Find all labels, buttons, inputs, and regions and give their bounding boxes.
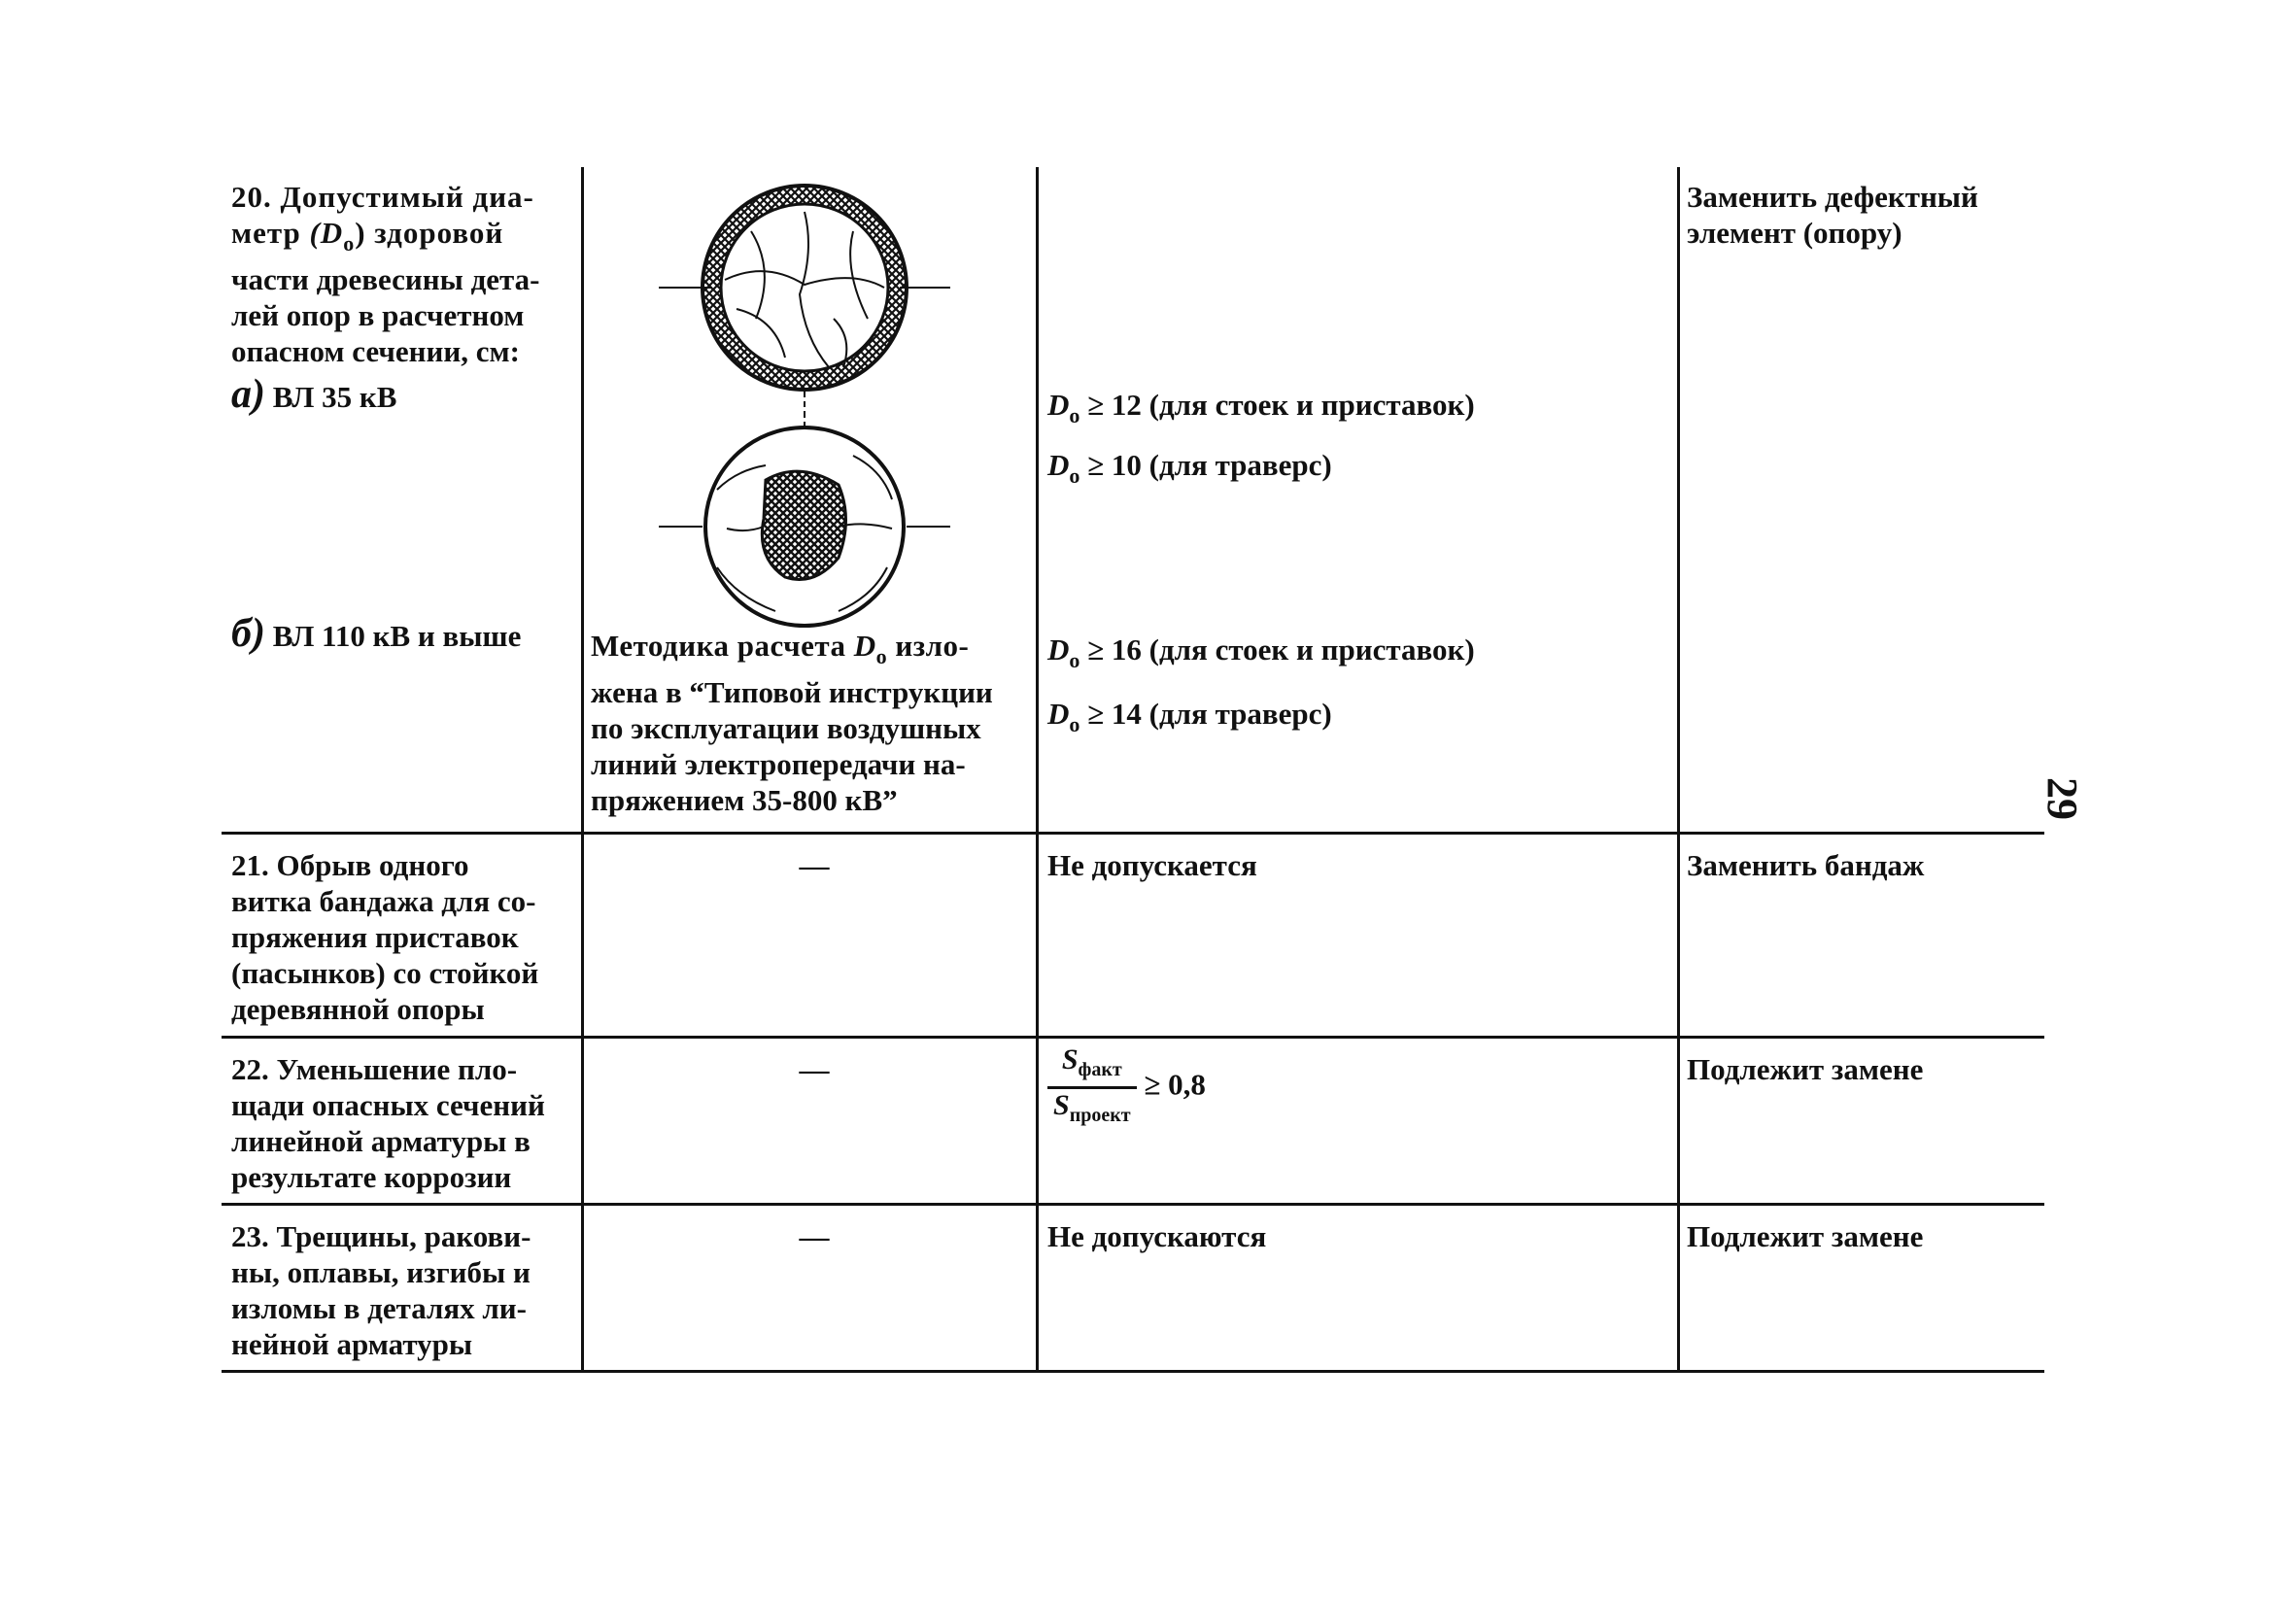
- row-22-action: Подлежит замене: [1687, 1052, 1924, 1086]
- row-20-norm-2: $D_o \ge 10$ (для траверс): [1047, 448, 1332, 488]
- row-22-method: —: [799, 1052, 830, 1086]
- column-divider: [1677, 167, 1680, 1372]
- row-20-norm-3: $D_o \ge 16$ (для стоек и приставок): [1047, 632, 1475, 672]
- row-21-method: —: [799, 848, 830, 882]
- row-20-line-rest: части древесины дета- лей опор в расчетном опасном сечении, см:: [231, 262, 540, 368]
- row-20-line2: метр $(D_o)$ здоровой: [231, 216, 504, 256]
- row-23-method: —: [799, 1219, 830, 1253]
- row-21-action: Заменить бандаж: [1687, 848, 1925, 882]
- row-20-sub-a: а) ВЛ 35 кВ: [231, 372, 397, 417]
- row-divider: [222, 1370, 2044, 1373]
- row-22-description: 22. Уменьшение пло- щади опасных сечений линейной арматуры в результате коррозии: [231, 1052, 545, 1194]
- row-22-norm: [1047, 1043, 1679, 1132]
- row-23-action: Подлежит замене: [1687, 1219, 1924, 1253]
- row-21-description: 21. Обрыв одного витка бандажа для со- пряжения приставок (пасынков) со стойкой деревянной опоры: [231, 848, 539, 1026]
- cross-section-diagram-top: [659, 173, 950, 416]
- cross-section-diagram-bottom: [659, 412, 950, 645]
- row-divider: [222, 1203, 2044, 1206]
- row-20-method: [591, 628, 1032, 818]
- column-divider: [581, 167, 584, 1372]
- area-ratio-fraction: [1047, 1043, 1137, 1132]
- row-20-description: [231, 179, 581, 369]
- fraction-numerator: $S_{факт}$: [1047, 1043, 1137, 1089]
- row-20-line1: 20. Допустимый диа-: [231, 180, 534, 214]
- row-20-method-line1: Методика расчета $D_o$ изло-: [591, 629, 970, 668]
- row-20-action: Заменить дефектный элемент (опору): [1687, 180, 1978, 250]
- defects-table: [222, 167, 2044, 1372]
- row-20-norm-1: $D_o \ge 12$ (для стоек и приставок): [1047, 388, 1475, 427]
- row-20-method-rest: жена в “Типовой инструкции по эксплуатации воздушных линий электропередачи на- пряжением 35-800 кВ”: [591, 675, 993, 817]
- row-23-description: 23. Трещины, ракови- ны, оплавы, изгибы и изломы в деталях ли- нейной арматуры: [231, 1219, 531, 1361]
- page-number: 29: [2039, 777, 2086, 820]
- row-21-norm: Не допускается: [1047, 848, 1257, 882]
- row-23-norm: Не допускаются: [1047, 1219, 1267, 1253]
- row-divider: [222, 832, 2044, 835]
- ratio-relation: ≥ 0,8: [1144, 1067, 1206, 1102]
- column-divider: [1036, 167, 1039, 1372]
- row-20-sub-b: б) ВЛ 110 кВ и выше: [231, 611, 522, 656]
- fraction-denominator: $S_{проект}$: [1053, 1089, 1131, 1126]
- row-20-norm-4: $D_o \ge 14$ (для траверс): [1047, 697, 1332, 736]
- row-divider: [222, 1036, 2044, 1039]
